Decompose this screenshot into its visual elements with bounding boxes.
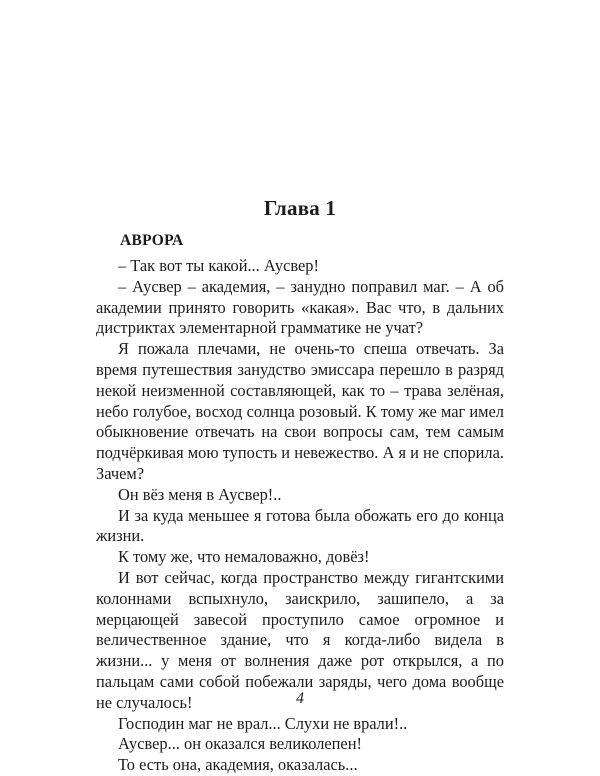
page-number: 4: [296, 690, 304, 707]
paragraph: – Так вот ты какой... Аусвер!: [118, 256, 319, 275]
paragraph: Я пожала плечами, не очень-то спеша отвечать. За время путешествия занудство эмиссара перешло в разряд некой неизменной составляющей, как то – трава зелёная, небо голубое, восход солнца розовый. К тому же маг имел обыкновение отвечать на свои вопросы сам, тем самым подчёркивая мою тупость и невежество. А я и не спорила. Зачем?: [96, 339, 504, 483]
paragraph: Аусвер... он оказался великолепен!: [118, 734, 362, 754]
paragraph: То есть она, академия, оказалась...: [118, 755, 358, 775]
paragraph: Он вёз меня в Аусвер!..: [118, 484, 282, 504]
paragraph: И за куда меньшее я готова была обожать его до конца жизни.: [96, 505, 504, 546]
chapter-title: Глава 1: [263, 196, 337, 220]
paragraph: К тому же, что немаловажно, довёз!: [118, 547, 370, 567]
section-heading: АВРОРА: [120, 232, 184, 249]
paragraph: Господин маг не врал... Слухи не врали!..: [118, 713, 408, 733]
paragraph: – Аусвер – академия, – занудно поправил маг. – А об академии принято говорить «какая». Вас что, в дальних дистриктах элементарной грамматике не учат?: [96, 276, 504, 338]
paragraph: И вот сейчас, когда пространство между гигантскими колоннами вспыхнуло, заискрило, зашипело, а за мерцающей завесой проступило самое огромное и величественное здание, что я когда-либо видела в жизни... у меня от волнения даже рот открылся, а по пальцам сами собой побежали заряды, чего дома вообще не случалось!: [96, 567, 504, 712]
